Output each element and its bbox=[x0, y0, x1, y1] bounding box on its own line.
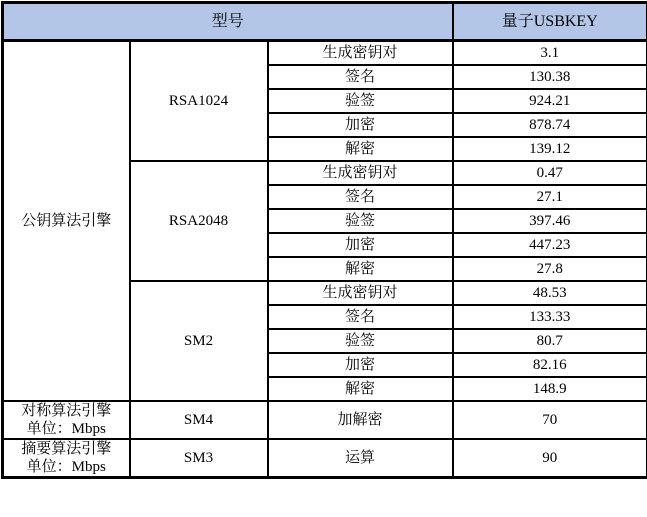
operation-cell: 生成密钥对 bbox=[268, 161, 453, 185]
operation-cell: 验签 bbox=[268, 89, 453, 113]
operation-cell: 验签 bbox=[268, 209, 453, 233]
value-cell: 82.16 bbox=[453, 353, 647, 377]
value-cell: 130.38 bbox=[453, 65, 647, 89]
value-cell: 80.7 bbox=[453, 329, 647, 353]
operation-cell: 加解密 bbox=[268, 401, 453, 439]
value-cell: 48.53 bbox=[453, 281, 647, 305]
algorithm-cell-sm3: SM3 bbox=[130, 439, 268, 478]
value-cell: 878.74 bbox=[453, 113, 647, 137]
engine-cell-public-key: 公钥算法引擎 bbox=[3, 41, 130, 402]
value-cell: 924.21 bbox=[453, 89, 647, 113]
operation-cell: 验签 bbox=[268, 329, 453, 353]
value-cell: 70 bbox=[453, 401, 647, 439]
operation-cell: 生成密钥对 bbox=[268, 281, 453, 305]
operation-cell: 加密 bbox=[268, 233, 453, 257]
engine-cell-symmetric bbox=[3, 401, 130, 439]
value-cell: 3.1 bbox=[453, 41, 647, 66]
table-header-row bbox=[3, 3, 647, 41]
value-cell: 0.47 bbox=[453, 161, 647, 185]
spec-table bbox=[1, 1, 647, 479]
engine-unit: 单位：Mbps bbox=[4, 420, 129, 438]
header-product-cell: 量子USBKEY bbox=[453, 3, 647, 41]
value-cell: 139.12 bbox=[453, 137, 647, 161]
engine-unit: 单位：Mbps bbox=[4, 458, 129, 476]
engine-cell-digest bbox=[3, 439, 130, 478]
operation-cell: 签名 bbox=[268, 305, 453, 329]
value-cell: 27.1 bbox=[453, 185, 647, 209]
engine-name: 对称算法引擎 bbox=[4, 402, 129, 420]
value-cell: 397.46 bbox=[453, 209, 647, 233]
value-cell: 27.8 bbox=[453, 257, 647, 281]
operation-cell: 签名 bbox=[268, 65, 453, 89]
algorithm-cell-sm4: SM4 bbox=[130, 401, 268, 439]
table-row bbox=[3, 41, 647, 66]
value-cell: 447.23 bbox=[453, 233, 647, 257]
value-cell: 148.9 bbox=[453, 377, 647, 401]
operation-cell: 运算 bbox=[268, 439, 453, 478]
algorithm-cell-rsa1024: RSA1024 bbox=[130, 41, 268, 162]
operation-cell: 加密 bbox=[268, 353, 453, 377]
value-cell: 133.33 bbox=[453, 305, 647, 329]
value-cell: 90 bbox=[453, 439, 647, 478]
header-model-cell: 型号 bbox=[3, 3, 453, 41]
operation-cell: 解密 bbox=[268, 377, 453, 401]
operation-cell: 生成密钥对 bbox=[268, 41, 453, 66]
algorithm-cell-sm2: SM2 bbox=[130, 281, 268, 401]
operation-cell: 加密 bbox=[268, 113, 453, 137]
table-row bbox=[3, 439, 647, 478]
operation-cell: 解密 bbox=[268, 137, 453, 161]
operation-cell: 解密 bbox=[268, 257, 453, 281]
engine-name: 摘要算法引擎 bbox=[4, 440, 129, 458]
operation-cell: 签名 bbox=[268, 185, 453, 209]
table-row bbox=[3, 401, 647, 439]
algorithm-cell-rsa2048: RSA2048 bbox=[130, 161, 268, 281]
